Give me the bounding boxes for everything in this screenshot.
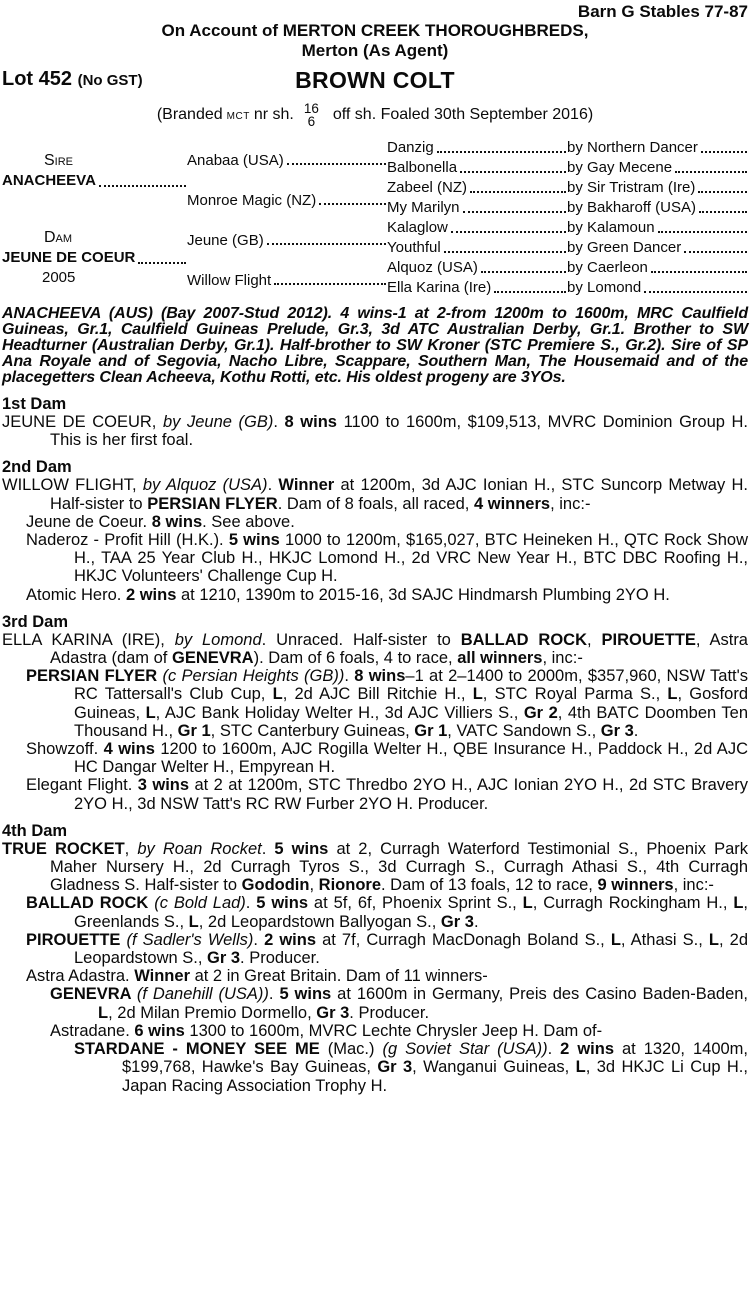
pedigree-ancestor-gen2: Monroe Magic (NZ) [187, 178, 387, 218]
paragraph-list [2, 840, 748, 1095]
pedigree-paragraph: Atomic Hero. 2 wins at 1210, 1390m to 2015-16, 3d SAJC Hindmarsh Plumbing 2YO H. [26, 585, 670, 604]
dot-leader [437, 151, 566, 153]
dot-leader [99, 185, 186, 187]
pedigree-ancestor-gen4: by Caerleon [567, 258, 748, 278]
pedigree-paragraph: Naderoz - Profit Hill (H.K.). 5 wins 1000 to 1200m, $165,027, BTC Heineken H., QTC Rock Show H., TAA 25 Year Club H., HKJC Lomond H., 2d VRC New Year H., BTC DBC Roofing H., HKJC Volunteers' Challenge Cup H. [26, 531, 748, 586]
pedigree-ancestor-gen2: Willow Flight [187, 258, 387, 298]
vendor-account-line: On Account of MERTON CREEK THOROUGHBREDS, [161, 21, 589, 40]
gst-note: (No GST) [77, 72, 143, 89]
dot-leader [494, 291, 566, 293]
lot-number: Lot 452 [2, 68, 73, 90]
pedigree-ancestor-gen3: Ella Karina (Ire) [387, 278, 567, 298]
pedigree-col-1 [2, 138, 187, 298]
dam-year: 2005 [42, 269, 76, 286]
section-heading-3rd-dam: 3rd Dam [2, 612, 69, 631]
pedigree-ancestor-gen4: by Sir Tristram (Ire) [567, 178, 748, 198]
pedigree-ancestor-gen3: Balbonella [387, 158, 567, 178]
pedigree-paragraph: Showzoff. 4 wins 1200 to 1600m, AJC Rogilla Welter H., QBE Insurance H., Paddock H., 2d AJC HC Dangar Welter H., Empyrean H. [26, 740, 748, 777]
sire-block [2, 138, 187, 218]
section-1st-dam [2, 395, 748, 449]
pedigree-col-3 [387, 138, 567, 298]
pedigree-paragraph: JEUNE DE COEUR, by Jeune (GB). 8 wins 1100 to 1600m, $109,513, MVRC Dominion Group H. This is her first foal. [2, 413, 749, 450]
brand-mark: MCT [226, 110, 250, 122]
pedigree-paragraph: TRUE ROCKET, by Roan Rocket. 5 wins at 2, Curragh Waterford Testimonial S., Phoenix Park Maher Nursery H., 2d Curragh Tyros S., 3d Curragh S., Curragh Athasi S., 4th Curragh Gladness S. Half-sister to Gododin, Rionore. Dam of 13 foals, 12 to race, 9 winners, inc:- [2, 839, 748, 895]
dam-label: Dam [44, 229, 73, 246]
dot-leader [699, 211, 747, 213]
pedigree-paragraph: Elegant Flight. 3 wins at 2 at 1200m, STC Thredbo 2YO H., AJC Ionian 2YO H., 2d STC Bravery 2YO H., 3d NSW Tatt's RC RW Furber 2YO H. Producer. [26, 776, 749, 813]
dot-leader [138, 262, 186, 264]
pedigree-ancestor-gen4: by Gay Mecene [567, 158, 748, 178]
pedigree-ancestor-gen3: Kalaglow [387, 218, 567, 238]
pedigree-paragraph: PERSIAN FLYER (c Persian Heights (GB)). 8 wins–1 at 2–1400 to 2000m, $357,960, NSW Tatt's RC Tattersall's Club Cup, L, 2d AJC Bill Ritchie H., L, STC Royal Parma S., L, Gosford Guineas, L, AJC Bank Holiday Welter H., 3d AJC Villiers S., Gr 2, 4th BATC Doomben Ten Thousand H., Gr 1, STC Canterbury Guineas, Gr 1, VATC Sandown S., Gr 3. [26, 667, 749, 740]
sire-name: ANACHEEVA [2, 172, 96, 189]
lot-number-group [2, 68, 143, 91]
dot-leader [470, 191, 566, 193]
sire-name-row [2, 171, 187, 191]
branded-near-shoulder: nr sh. [253, 106, 294, 123]
pedigree-ancestor-gen4: by Bakharoff (USA) [567, 198, 748, 218]
dot-leader [675, 171, 747, 173]
dot-leader [460, 171, 566, 173]
dot-leader [701, 151, 747, 153]
barn-stables-line: Barn G Stables 77-87 [577, 2, 748, 21]
pedigree-paragraph: Jeune de Coeur. 8 wins. See above. [26, 512, 295, 531]
section-heading-2nd-dam: 2nd Dam [2, 458, 72, 477]
dam-block [2, 218, 187, 298]
paragraph-list [2, 476, 748, 603]
pedigree-ancestor-gen4: by Kalamoun [567, 218, 748, 238]
pedigree-ancestor-gen3: Youthful [387, 238, 567, 258]
pedigree-ancestor-gen4: by Northern Dancer [567, 138, 748, 158]
dam-name-row [2, 248, 187, 268]
section-3rd-dam [2, 613, 748, 813]
section-heading-4th-dam: 4th Dam [2, 821, 68, 840]
pedigree-ancestor-gen3: Alquoz (USA) [387, 258, 567, 278]
dot-leader [651, 271, 747, 273]
lot-title-row [2, 65, 748, 95]
brand-number-bottom: 6 [307, 114, 316, 129]
pedigree-ancestor-gen2: Anabaa (USA) [187, 138, 387, 178]
paragraph-list [2, 413, 748, 449]
paragraph-list [2, 631, 748, 813]
dot-leader [267, 243, 386, 245]
section-heading-1st-dam: 1st Dam [2, 395, 67, 413]
branded-line [2, 95, 748, 135]
dot-leader [319, 203, 386, 205]
sire-label: Sire [44, 152, 74, 169]
section-4th-dam [2, 822, 748, 1095]
dam-sections [2, 395, 748, 1095]
pedigree-paragraph: GENEVRA (f Danehill (USA)). 5 wins at 1600m in Germany, Preis des Casino Baden-Baden, L, 2d Milan Premio Dormello, Gr 3. Producer. [50, 985, 749, 1022]
dot-leader [287, 163, 386, 165]
pedigree-table [2, 138, 748, 298]
pedigree-paragraph: Astradane. 6 wins 1300 to 1600m, MVRC Lechte Chrysler Jeep H. Dam of- [50, 1021, 603, 1040]
pedigree-col-4 [567, 138, 748, 298]
branded-suffix: off sh. Foaled 30th September 2016) [332, 106, 594, 123]
dam-name: JEUNE DE COEUR [2, 249, 136, 266]
pedigree-col-2 [187, 138, 387, 298]
dot-leader [444, 251, 566, 253]
horse-title: BROWN COLT [295, 67, 455, 93]
pedigree-ancestor-gen3: My Marilyn [387, 198, 567, 218]
pedigree-paragraph: ELLA KARINA (IRE), by Lomond. Unraced. Half-sister to BALLAD ROCK, PIROUETTE, Astra Adastra (dam of GENEVRA). Dam of 6 foals, 4 to race, all winners, inc:- [2, 630, 748, 668]
brand-number-top: 16 [303, 101, 319, 116]
dot-leader [658, 231, 747, 233]
dot-leader [463, 211, 566, 213]
branded-prefix: (Branded [156, 106, 223, 123]
dot-leader [644, 291, 747, 293]
pedigree-paragraph: STARDANE - MONEY SEE ME (Mac.) (g Soviet Star (USA)). 2 wins at 1320, 1400m, $199,768, Hawke's Bay Guineas, Gr 3, Wanganui Guineas, L, 3d HKJC Li Cup H., Japan Racing Association Trophy H. [74, 1040, 748, 1095]
dot-leader [481, 271, 566, 273]
pedigree-paragraph: Astra Adastra. Winner at 2 in Great Britain. Dam of 11 winners- [26, 967, 488, 986]
dot-leader [274, 283, 386, 285]
sire-race-record-summary: ANACHEEVA (AUS) (Bay 2007-Stud 2012). 4 wins-1 at 2-from 1200m to 1600m, MRC Caulfield Guineas, Gr.1, Caulfield Guineas Prelude, Gr.3, 3d ATC Australian Derby, Gr.1. Brother to SW Headturner (Australian Derby, Gr.1). Half-brother to SW Kroner (STC Premiere S., Gr.2). Sire of SP Ana Royale and of Segovia, Nacho Libre, Scappare, Southern Man, The Housemaid and of the placegetters Clean Acheeva, Kothu Rotti, etc. His oldest progeny are 3YOs. [2, 305, 748, 386]
pedigree-paragraph: PIROUETTE (f Sadler's Wells). 2 wins at 7f, Curragh MacDonagh Boland S., L, Athasi S., L, 2d Leopardstown S., Gr 3. Producer. [26, 930, 749, 968]
pedigree-paragraph: WILLOW FLIGHT, by Alquoz (USA). Winner at 1200m, 3d AJC Ionian H., STC Suncorp Metway H. Half-sister to PERSIAN FLYER. Dam of 8 foals, all raced, 4 winners, inc:- [2, 476, 748, 513]
pedigree-paragraph: BALLAD ROCK (c Bold Lad). 5 wins at 5f, 6f, Phoenix Sprint S., L, Curragh Rockingham H., L, Greenlands S., L, 2d Leopardstown Ballyogan S., Gr 3. [26, 894, 749, 931]
pedigree-ancestor-gen3: Danzig [387, 138, 567, 158]
dot-leader [451, 231, 566, 233]
pedigree-ancestor-gen2: Jeune (GB) [187, 218, 387, 258]
pedigree-ancestor-gen4: by Lomond [567, 278, 748, 298]
dot-leader [684, 251, 747, 253]
brand-number-stack [304, 102, 319, 128]
pedigree-ancestor-gen4: by Green Dancer [567, 238, 748, 258]
section-2nd-dam [2, 458, 748, 603]
dot-leader [698, 191, 747, 193]
pedigree-ancestor-gen3: Zabeel (NZ) [387, 178, 567, 198]
vendor-agent-line: Merton (As Agent) [301, 41, 449, 60]
